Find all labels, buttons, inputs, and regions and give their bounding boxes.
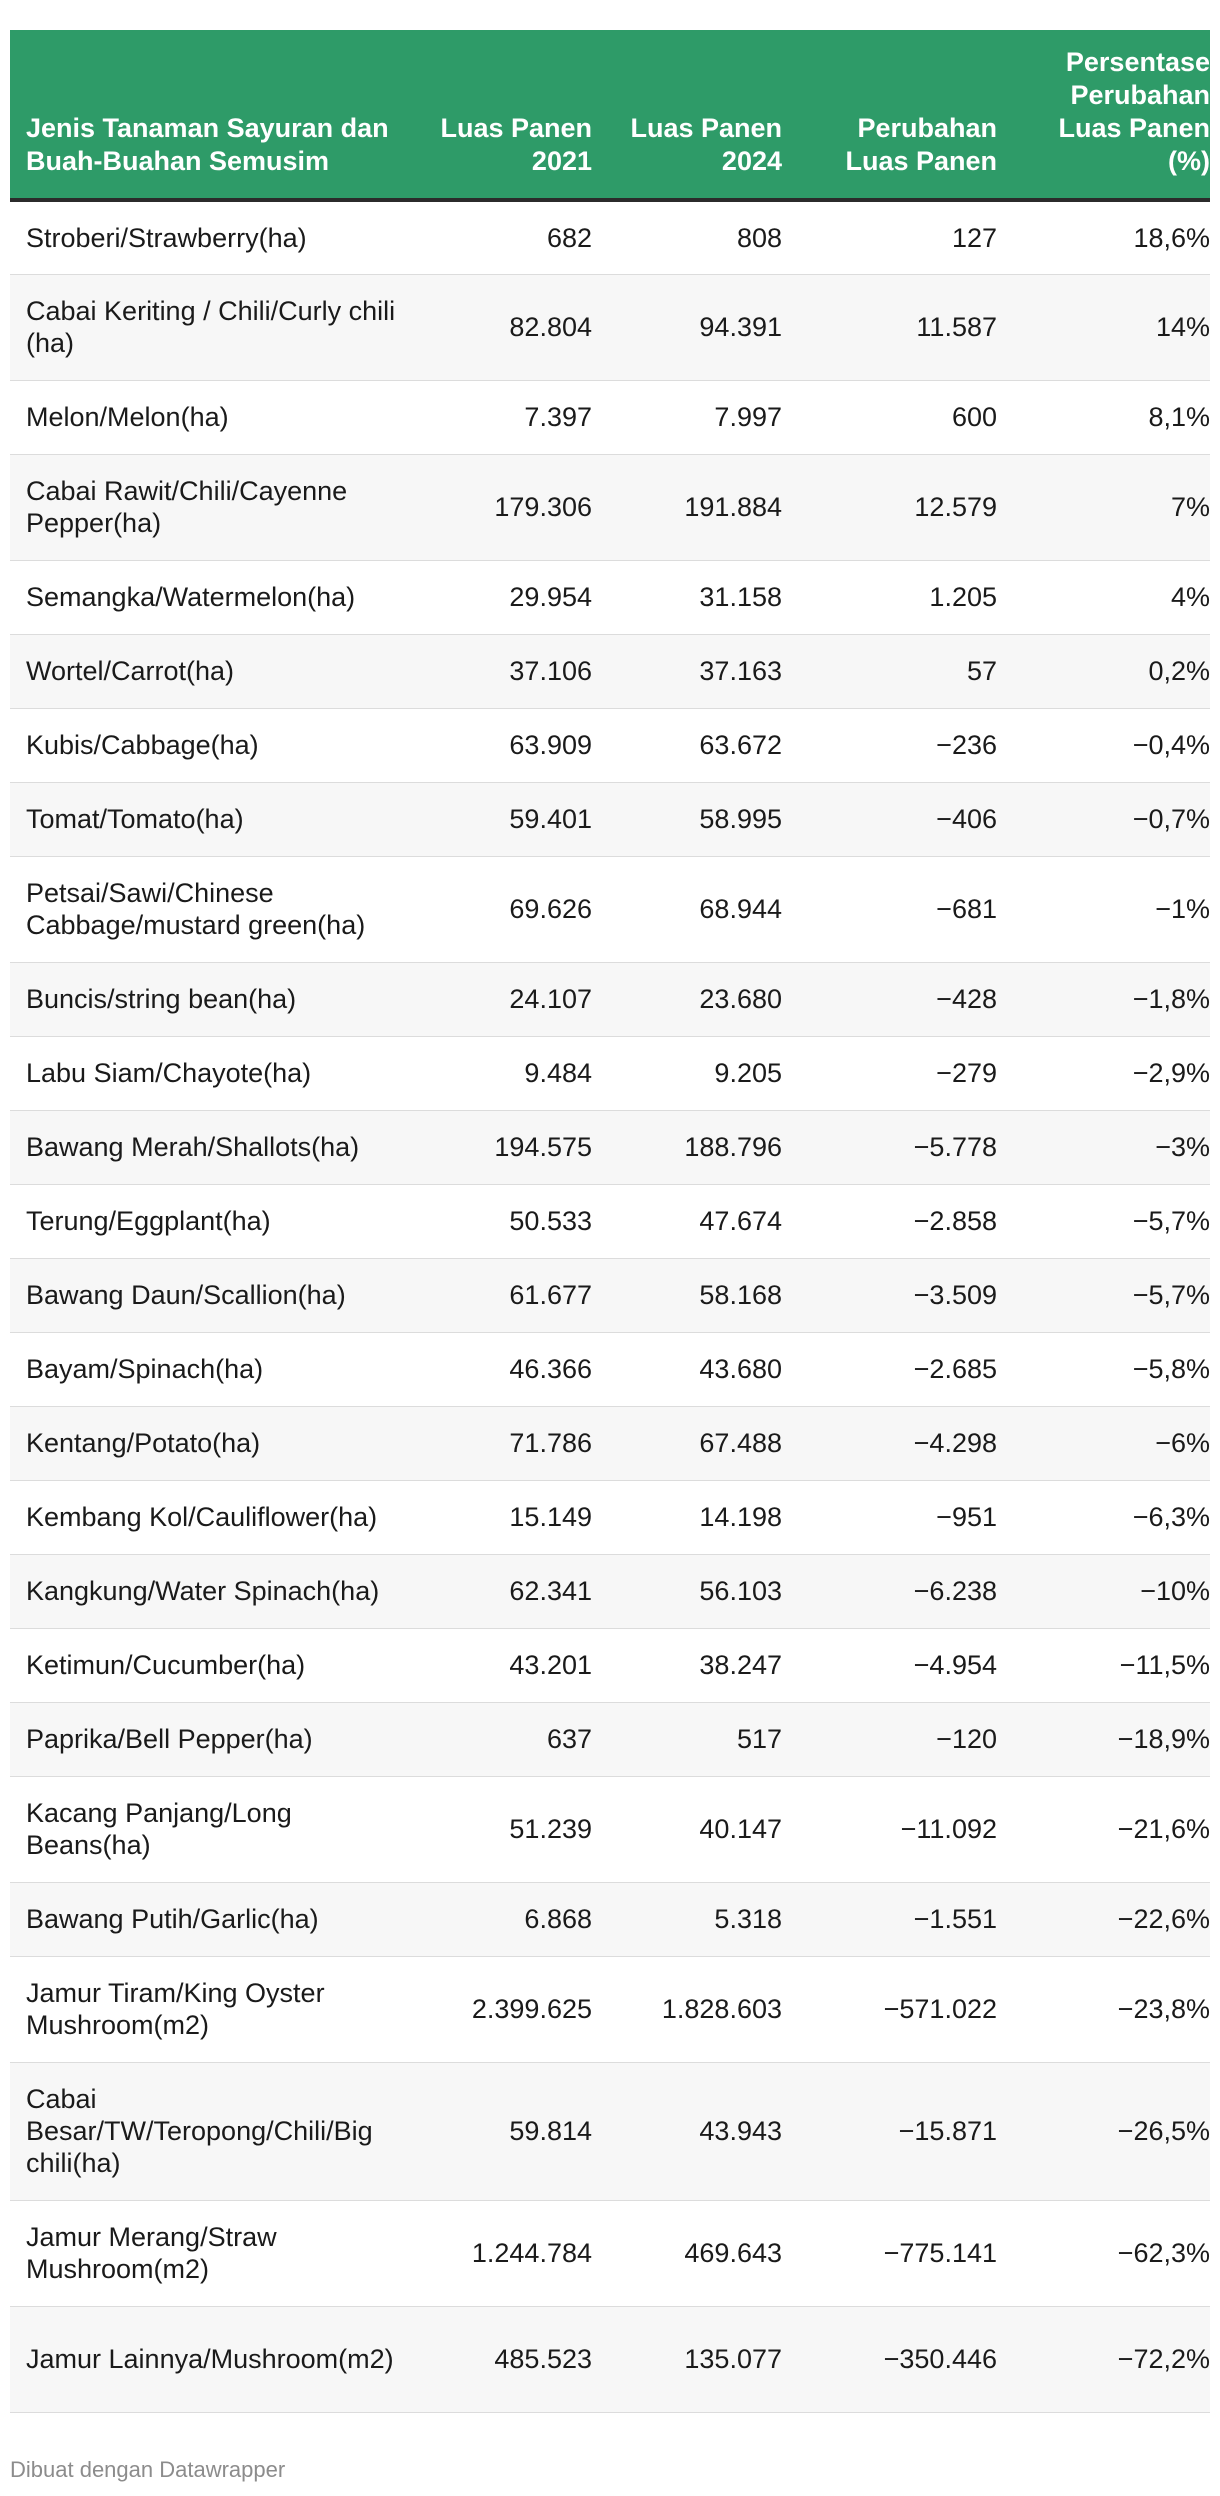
cell-area-2021: 29.954 [440, 560, 610, 634]
table-row [10, 1110, 1210, 1184]
cell-area-2024: 58.995 [610, 782, 800, 856]
cell-area-2024: 188.796 [610, 1110, 800, 1184]
cell-area-2024: 37.163 [610, 634, 800, 708]
table-row [10, 200, 1210, 274]
cell-area-change: 1.205 [800, 560, 1015, 634]
cell-percent-change: −0,7% [1015, 782, 1210, 856]
table-row [10, 2200, 1210, 2306]
table-row [10, 708, 1210, 782]
cell-area-2024: 14.198 [610, 1480, 800, 1554]
cell-percent-change: −6,3% [1015, 1480, 1210, 1554]
table-row [10, 1258, 1210, 1332]
table-body [10, 200, 1210, 2412]
cell-area-2024: 58.168 [610, 1258, 800, 1332]
column-header-area-2021[interactable]: Luas Panen 2021 [440, 30, 610, 200]
cell-area-2024: 469.643 [610, 2200, 800, 2306]
cell-percent-change: −3% [1015, 1110, 1210, 1184]
cell-crop: Bayam/Spinach(ha) [10, 1332, 440, 1406]
table-row [10, 1406, 1210, 1480]
table-row [10, 856, 1210, 962]
cell-area-2021: 43.201 [440, 1628, 610, 1702]
cell-crop: Petsai/Sawi/Chinese Cabbage/mustard green(ha) [10, 856, 440, 962]
cell-percent-change: −62,3% [1015, 2200, 1210, 2306]
cell-area-2024: 47.674 [610, 1184, 800, 1258]
cell-crop: Kacang Panjang/Long Beans(ha) [10, 1776, 440, 1882]
table-header-row [10, 30, 1210, 200]
cell-area-2021: 62.341 [440, 1554, 610, 1628]
cell-area-2024: 517 [610, 1702, 800, 1776]
cell-area-change: −5.778 [800, 1110, 1015, 1184]
cell-area-change: −3.509 [800, 1258, 1015, 1332]
cell-area-2024: 56.103 [610, 1554, 800, 1628]
table-row [10, 2062, 1210, 2200]
cell-area-2021: 61.677 [440, 1258, 610, 1332]
cell-crop: Kentang/Potato(ha) [10, 1406, 440, 1480]
cell-area-change: −1.551 [800, 1882, 1015, 1956]
cell-percent-change: −23,8% [1015, 1956, 1210, 2062]
cell-area-2021: 9.484 [440, 1036, 610, 1110]
cell-percent-change: −2,9% [1015, 1036, 1210, 1110]
cell-percent-change: 4% [1015, 560, 1210, 634]
table-row [10, 1776, 1210, 1882]
cell-area-2024: 5.318 [610, 1882, 800, 1956]
cell-area-change: 12.579 [800, 454, 1015, 560]
table-row [10, 1332, 1210, 1406]
cell-crop: Paprika/Bell Pepper(ha) [10, 1702, 440, 1776]
cell-area-2024: 43.943 [610, 2062, 800, 2200]
table-row [10, 1554, 1210, 1628]
cell-area-2021: 69.626 [440, 856, 610, 962]
cell-area-change: −775.141 [800, 2200, 1015, 2306]
cell-area-2021: 59.814 [440, 2062, 610, 2200]
cell-area-2021: 179.306 [440, 454, 610, 560]
cell-area-change: −4.954 [800, 1628, 1015, 1702]
cell-crop: Tomat/Tomato(ha) [10, 782, 440, 856]
cell-area-2021: 1.244.784 [440, 2200, 610, 2306]
column-header-area-change[interactable]: Perubahan Luas Panen [800, 30, 1015, 200]
cell-crop: Jamur Lainnya/Mushroom(m2) [10, 2306, 440, 2412]
cell-area-2021: 6.868 [440, 1882, 610, 1956]
cell-area-change: 127 [800, 200, 1015, 274]
cell-area-change: −236 [800, 708, 1015, 782]
cell-crop: Buncis/string bean(ha) [10, 962, 440, 1036]
cell-area-change: −4.298 [800, 1406, 1015, 1480]
cell-area-2024: 38.247 [610, 1628, 800, 1702]
cell-area-2021: 37.106 [440, 634, 610, 708]
cell-area-2024: 67.488 [610, 1406, 800, 1480]
table-row [10, 1184, 1210, 1258]
cell-percent-change: 18,6% [1015, 200, 1210, 274]
cell-crop: Melon/Melon(ha) [10, 380, 440, 454]
cell-area-2021: 7.397 [440, 380, 610, 454]
cell-area-2024: 9.205 [610, 1036, 800, 1110]
cell-area-change: −11.092 [800, 1776, 1015, 1882]
cell-percent-change: 7% [1015, 454, 1210, 560]
cell-area-2024: 23.680 [610, 962, 800, 1036]
cell-area-2024: 94.391 [610, 274, 800, 380]
column-header-area-2024[interactable]: Luas Panen 2024 [610, 30, 800, 200]
cell-percent-change: −10% [1015, 1554, 1210, 1628]
table-row [10, 560, 1210, 634]
datawrapper-credit[interactable]: Dibuat dengan Datawrapper [10, 2457, 286, 2482]
cell-percent-change: −1,8% [1015, 962, 1210, 1036]
cell-area-change: −2.685 [800, 1332, 1015, 1406]
cell-area-2021: 637 [440, 1702, 610, 1776]
cell-crop: Bawang Merah/Shallots(ha) [10, 1110, 440, 1184]
cell-crop: Kembang Kol/Cauliflower(ha) [10, 1480, 440, 1554]
table-row [10, 1480, 1210, 1554]
cell-percent-change: −72,2% [1015, 2306, 1210, 2412]
table-row [10, 1956, 1210, 2062]
table-row [10, 1628, 1210, 1702]
cell-area-change: −350.446 [800, 2306, 1015, 2412]
cell-crop: Wortel/Carrot(ha) [10, 634, 440, 708]
cell-area-change: −406 [800, 782, 1015, 856]
table-row [10, 454, 1210, 560]
cell-area-2021: 2.399.625 [440, 1956, 610, 2062]
cell-area-2021: 82.804 [440, 274, 610, 380]
cell-area-change: −428 [800, 962, 1015, 1036]
cell-crop: Jamur Tiram/King Oyster Mushroom(m2) [10, 1956, 440, 2062]
cell-area-change: −951 [800, 1480, 1015, 1554]
cell-area-2021: 59.401 [440, 782, 610, 856]
cell-crop: Stroberi/Strawberry(ha) [10, 200, 440, 274]
cell-crop: Bawang Daun/Scallion(ha) [10, 1258, 440, 1332]
cell-area-2021: 15.149 [440, 1480, 610, 1554]
cell-percent-change: −26,5% [1015, 2062, 1210, 2200]
cell-crop: Terung/Eggplant(ha) [10, 1184, 440, 1258]
cell-area-2024: 31.158 [610, 560, 800, 634]
cell-area-2021: 194.575 [440, 1110, 610, 1184]
cell-area-2024: 191.884 [610, 454, 800, 560]
cell-percent-change: −21,6% [1015, 1776, 1210, 1882]
table-row [10, 1702, 1210, 1776]
table-row [10, 962, 1210, 1036]
cell-percent-change: −5,8% [1015, 1332, 1210, 1406]
cell-percent-change: −11,5% [1015, 1628, 1210, 1702]
cell-area-2024: 135.077 [610, 2306, 800, 2412]
cell-percent-change: −22,6% [1015, 1882, 1210, 1956]
cell-area-change: −2.858 [800, 1184, 1015, 1258]
cell-area-change: −279 [800, 1036, 1015, 1110]
cell-area-2021: 50.533 [440, 1184, 610, 1258]
cell-area-2024: 1.828.603 [610, 1956, 800, 2062]
cell-percent-change: 0,2% [1015, 634, 1210, 708]
cell-area-2021: 63.909 [440, 708, 610, 782]
cell-area-2024: 43.680 [610, 1332, 800, 1406]
cell-crop: Cabai Besar/TW/Teropong/Chili/Big chili(ha) [10, 2062, 440, 2200]
table-row [10, 1882, 1210, 1956]
cell-area-2024: 40.147 [610, 1776, 800, 1882]
cell-area-2024: 63.672 [610, 708, 800, 782]
table-row [10, 2306, 1210, 2412]
cell-area-change: −681 [800, 856, 1015, 962]
cell-area-2021: 24.107 [440, 962, 610, 1036]
table-row [10, 1036, 1210, 1110]
cell-crop: Semangka/Watermelon(ha) [10, 560, 440, 634]
cell-crop: Labu Siam/Chayote(ha) [10, 1036, 440, 1110]
cell-crop: Kangkung/Water Spinach(ha) [10, 1554, 440, 1628]
column-header-percent-change[interactable]: Persentase Perubahan Luas Panen (%) [1015, 30, 1210, 200]
cell-area-change: 57 [800, 634, 1015, 708]
table-row [10, 782, 1210, 856]
cell-crop: Bawang Putih/Garlic(ha) [10, 1882, 440, 1956]
cell-percent-change: 8,1% [1015, 380, 1210, 454]
table-row [10, 634, 1210, 708]
cell-percent-change: −18,9% [1015, 1702, 1210, 1776]
cell-area-change: −120 [800, 1702, 1015, 1776]
data-table-container [10, 30, 1210, 2413]
cell-area-2021: 51.239 [440, 1776, 610, 1882]
cell-percent-change: −1% [1015, 856, 1210, 962]
cell-area-2024: 7.997 [610, 380, 800, 454]
data-table [10, 30, 1210, 2413]
cell-percent-change: −0,4% [1015, 708, 1210, 782]
cell-percent-change: −5,7% [1015, 1258, 1210, 1332]
cell-area-2024: 68.944 [610, 856, 800, 962]
cell-crop: Cabai Rawit/Chili/Cayenne Pepper(ha) [10, 454, 440, 560]
cell-area-change: −571.022 [800, 1956, 1015, 2062]
cell-crop: Ketimun/Cucumber(ha) [10, 1628, 440, 1702]
cell-percent-change: −6% [1015, 1406, 1210, 1480]
cell-area-2024: 808 [610, 200, 800, 274]
table-row [10, 274, 1210, 380]
cell-area-2021: 46.366 [440, 1332, 610, 1406]
table-row [10, 380, 1210, 454]
cell-percent-change: −5,7% [1015, 1184, 1210, 1258]
cell-crop: Jamur Merang/Straw Mushroom(m2) [10, 2200, 440, 2306]
cell-percent-change: 14% [1015, 274, 1210, 380]
cell-crop: Kubis/Cabbage(ha) [10, 708, 440, 782]
cell-area-change: 600 [800, 380, 1015, 454]
column-header-crop[interactable]: Jenis Tanaman Sayuran dan Buah-Buahan Semusim [10, 30, 440, 200]
cell-crop: Cabai Keriting / Chili/Curly chili (ha) [10, 274, 440, 380]
cell-area-change: −6.238 [800, 1554, 1015, 1628]
cell-area-2021: 71.786 [440, 1406, 610, 1480]
cell-area-change: 11.587 [800, 274, 1015, 380]
cell-area-2021: 485.523 [440, 2306, 610, 2412]
cell-area-2021: 682 [440, 200, 610, 274]
cell-area-change: −15.871 [800, 2062, 1015, 2200]
